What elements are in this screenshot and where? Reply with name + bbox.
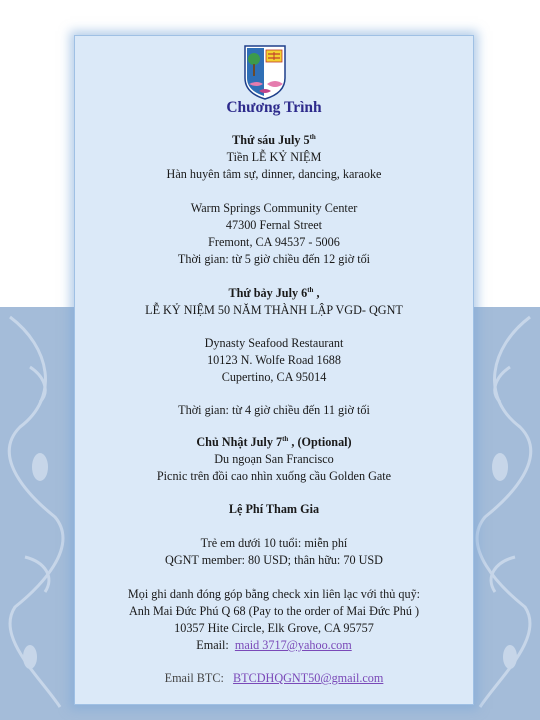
day2-time: Thời gian: từ 4 giờ chiều đến 11 giờ tối xyxy=(178,403,370,417)
floral-ornament-left xyxy=(0,307,80,720)
day3-heading xyxy=(75,434,473,451)
day1-time: Thời gian: từ 5 giờ chiều đến 12 giờ tối xyxy=(177,252,371,266)
day2-heading-sup: th xyxy=(307,285,314,294)
contact-email-row xyxy=(75,637,473,654)
crest-logo xyxy=(241,44,289,100)
day1-address1: 47300 Fernal Street xyxy=(225,218,323,232)
contact-line2: Anh Mai Đức Phú Q 68 (Pay to the order of Mai Đức Phú ) xyxy=(128,604,420,618)
day3-heading-tail: , (Optional) xyxy=(288,435,352,449)
email-label: Email: xyxy=(196,638,235,652)
day1-address2: Fremont, CA 94537 - 5006 xyxy=(208,235,340,249)
day1-heading-sup: th xyxy=(309,132,316,141)
day2-line1: LỄ KỶ NIỆM 50 NĂM THÀNH LẬP VGD- QGNT xyxy=(145,303,403,317)
day2-heading-text: Thứ bảy July 6 xyxy=(228,286,308,300)
day1-line2: Hàn huyên tâm sự, dinner, dancing, karaoke xyxy=(166,167,382,181)
program-card xyxy=(74,35,474,705)
fees-line1: Trẻ em dưới 10 tuổi: miễn phí xyxy=(200,536,348,550)
day1-line1: Tiền LỄ KỶ NIỆM xyxy=(226,150,322,164)
day2-heading-tail: , xyxy=(313,286,320,300)
contact-line3: 10357 Hite Circle, Elk Grove, CA 95757 xyxy=(174,621,374,635)
fees-line2: QGNT member: 80 USD; thân hữu: 70 USD xyxy=(165,553,383,567)
btc-email-link[interactable]: BTCDHQGNT50@gmail.com xyxy=(233,671,384,685)
fees-heading: Lệ Phí Tham Gia xyxy=(228,502,320,516)
contact-line1: Mọi ghi danh đóng góp bằng check xin liên lạc với thủ quỹ: xyxy=(127,587,421,601)
day3-heading-sup: th xyxy=(282,434,289,443)
page-title: Chương Trình xyxy=(226,99,322,116)
day3-line1: Du ngoạn San Francisco xyxy=(214,452,334,466)
btc-email-row xyxy=(75,670,473,687)
treasurer-email-link[interactable]: maid 3717@yahoo.com xyxy=(234,638,352,652)
day2-venue: Dynasty Seafood Restaurant xyxy=(204,336,344,350)
day2-address2: Cupertino, CA 95014 xyxy=(221,370,327,384)
day1-heading xyxy=(75,132,473,149)
day2-heading xyxy=(75,285,473,302)
day1-venue: Warm Springs Community Center xyxy=(190,201,358,215)
day3-line2: Picnic trên đồi cao nhìn xuống cầu Golden Gate xyxy=(156,469,392,483)
day2-address1: 10123 N. Wolfe Road 1688 xyxy=(207,353,341,367)
day3-heading-text: Chủ Nhật July 7 xyxy=(196,435,283,449)
btc-email-label: Email BTC: xyxy=(164,671,234,685)
day1-heading-text: Thứ sáu July 5 xyxy=(232,133,310,147)
